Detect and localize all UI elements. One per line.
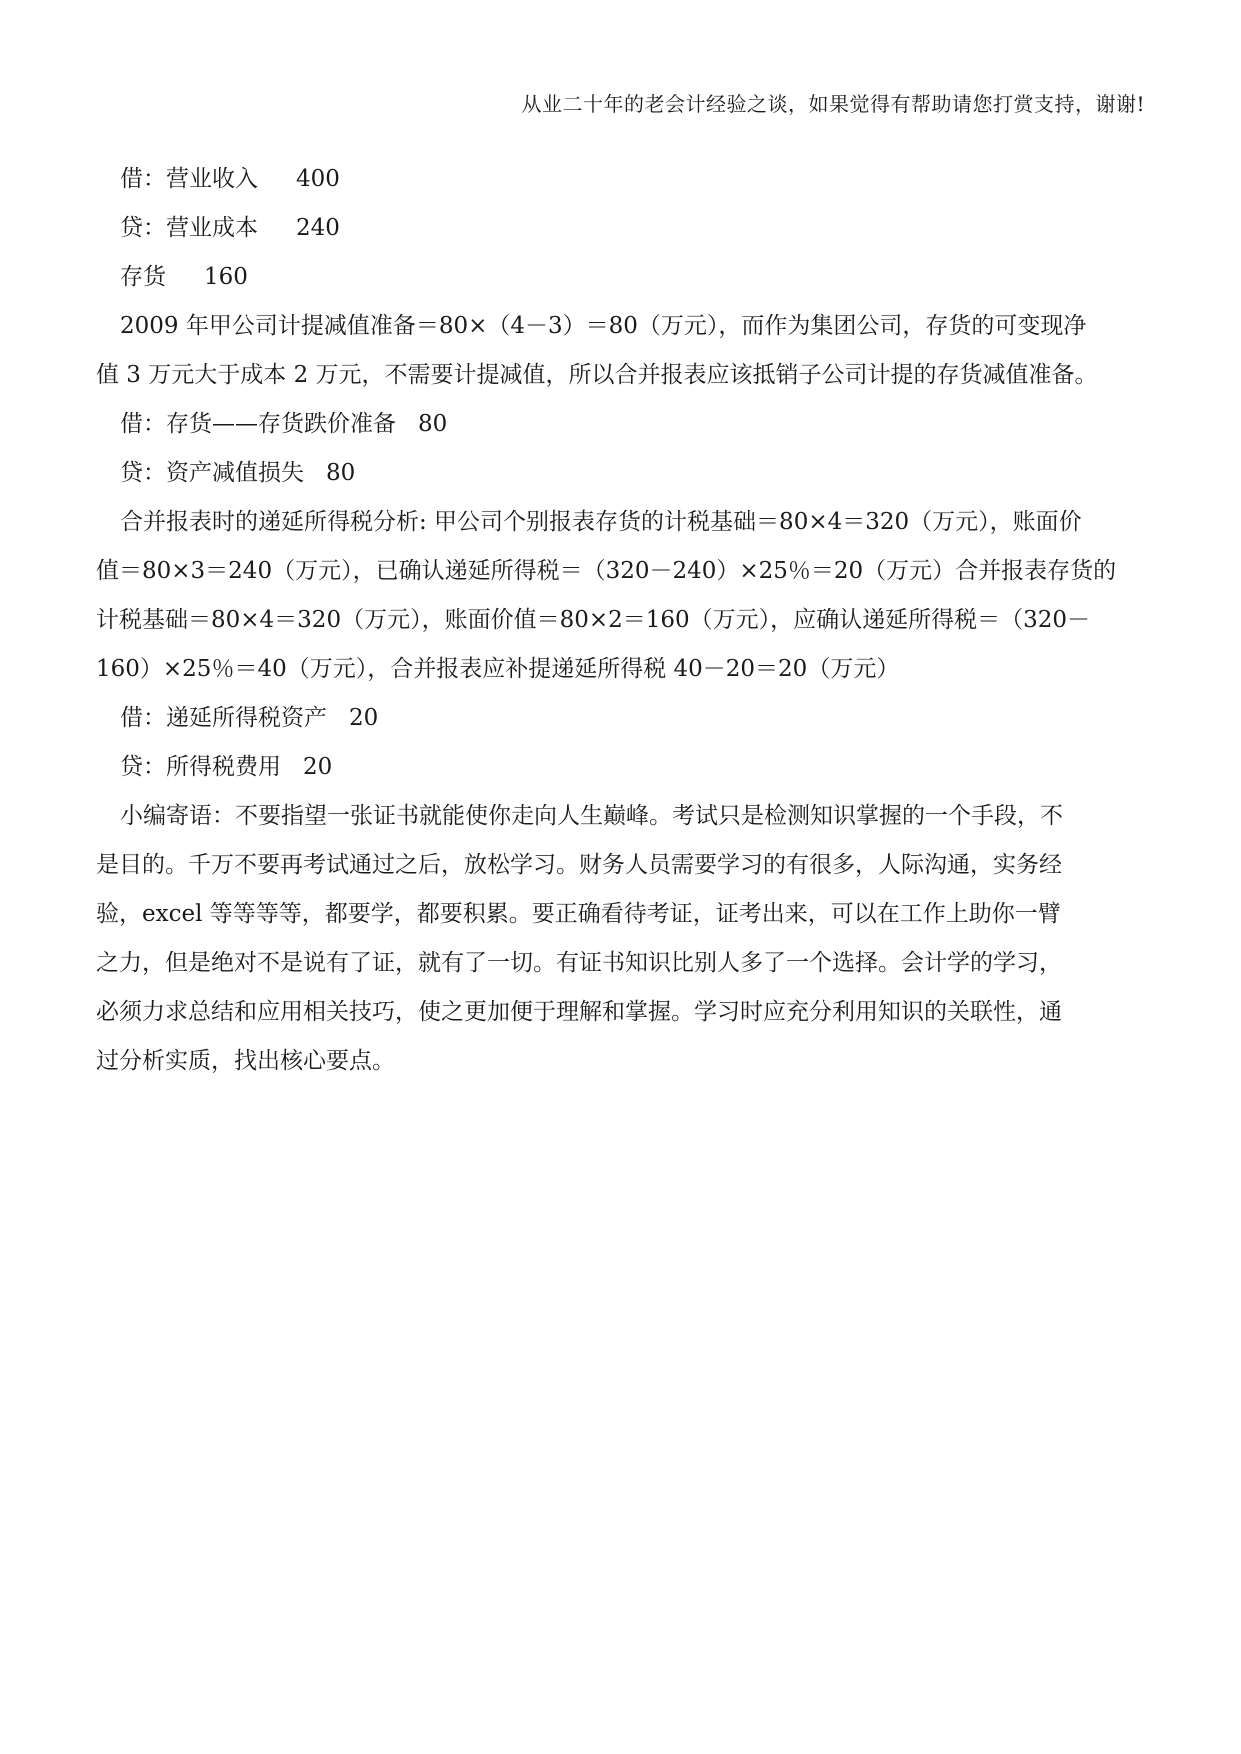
entry-amount: 80: [326, 460, 356, 486]
entry-label: 贷：所得税费用: [120, 754, 281, 780]
journal-entry-credit-impairment-loss: [96, 449, 1146, 498]
entry-amount: 20: [303, 754, 333, 780]
entry-amount: 400: [296, 166, 340, 192]
paragraph-line: 值＝80×3＝240（万元），已确认递延所得税＝（320－240）×25％＝20（万元）合并报表存货的: [96, 558, 1117, 584]
paragraph-line: 小编寄语：不要指望一张证书就能使你走向人生巅峰。考试只是检测知识掌握的一个手段，不: [120, 803, 1063, 829]
entry-amount: 20: [349, 705, 379, 731]
entry-label: 借：递延所得税资产: [120, 705, 327, 731]
entry-amount: 80: [418, 411, 448, 437]
journal-entry-debit-inventory-reserve: [96, 400, 1146, 449]
entry-label: 借：营业收入: [120, 166, 258, 192]
paragraph-impairment: [96, 302, 1146, 400]
paragraph-line: 2009 年甲公司计提减值准备＝80×（4－3）＝80（万元），而作为集团公司，存货的可变现净: [120, 313, 1087, 339]
journal-entry-credit-inventory: [96, 253, 1146, 302]
entry-label: 借：存货——存货跌价准备: [120, 411, 396, 437]
entry-amount: 240: [296, 215, 340, 241]
paragraph-line: 是目的。千万不要再考试通过之后，放松学习。财务人员需要学习的有很多，人际沟通，实务经: [96, 852, 1062, 878]
entry-label: 存货: [120, 264, 166, 290]
journal-entry-debit-deferred-tax-asset: [96, 694, 1146, 743]
paragraph-line: 值 3 万元大于成本 2 万元，不需要计提减值，所以合并报表应该抵销子公司计提的存货减值准备。: [96, 362, 1098, 388]
journal-entry-credit-income-tax-expense: [96, 743, 1146, 792]
paragraph-line: 计税基础＝80×4＝320（万元），账面价值＝80×2＝160（万元），应确认递延所得税＝（320－: [96, 607, 1091, 633]
editor-note: [96, 792, 1146, 1086]
journal-entry-credit-cost: [96, 204, 1146, 253]
paragraph-deferred-tax: [96, 498, 1146, 694]
entry-label: 贷：资产减值损失: [120, 460, 304, 486]
document-body: [96, 155, 1146, 1086]
entry-label: 贷：营业成本: [120, 215, 258, 241]
paragraph-line: 之力，但是绝对不是说有了证，就有了一切。有证书知识比别人多了一个选择。会计学的学习，: [96, 950, 1062, 976]
paragraph-line: 过分析实质，找出核心要点。: [96, 1048, 395, 1074]
paragraph-line: 160）×25％＝40（万元），合并报表应补提递延所得税 40－20＝20（万元）: [96, 656, 900, 682]
entry-amount: 160: [204, 264, 248, 290]
paragraph-line: 合并报表时的递延所得税分析: 甲公司个别报表存货的计税基础＝80×4＝320（万元），账面价: [120, 509, 1082, 535]
paragraph-line: 验，excel 等等等等，都要学，都要积累。要正确看待考证，证考出来，可以在工作上助你一臂: [96, 901, 1061, 927]
paragraph-line: 必须力求总结和应用相关技巧，使之更加便于理解和掌握。学习时应充分利用知识的关联性，通: [96, 999, 1062, 1025]
header-note: 从业二十年的老会计经验之谈，如果觉得有帮助请您打赏支持，谢谢!: [521, 92, 1145, 116]
journal-entry-debit-revenue: [96, 155, 1146, 204]
